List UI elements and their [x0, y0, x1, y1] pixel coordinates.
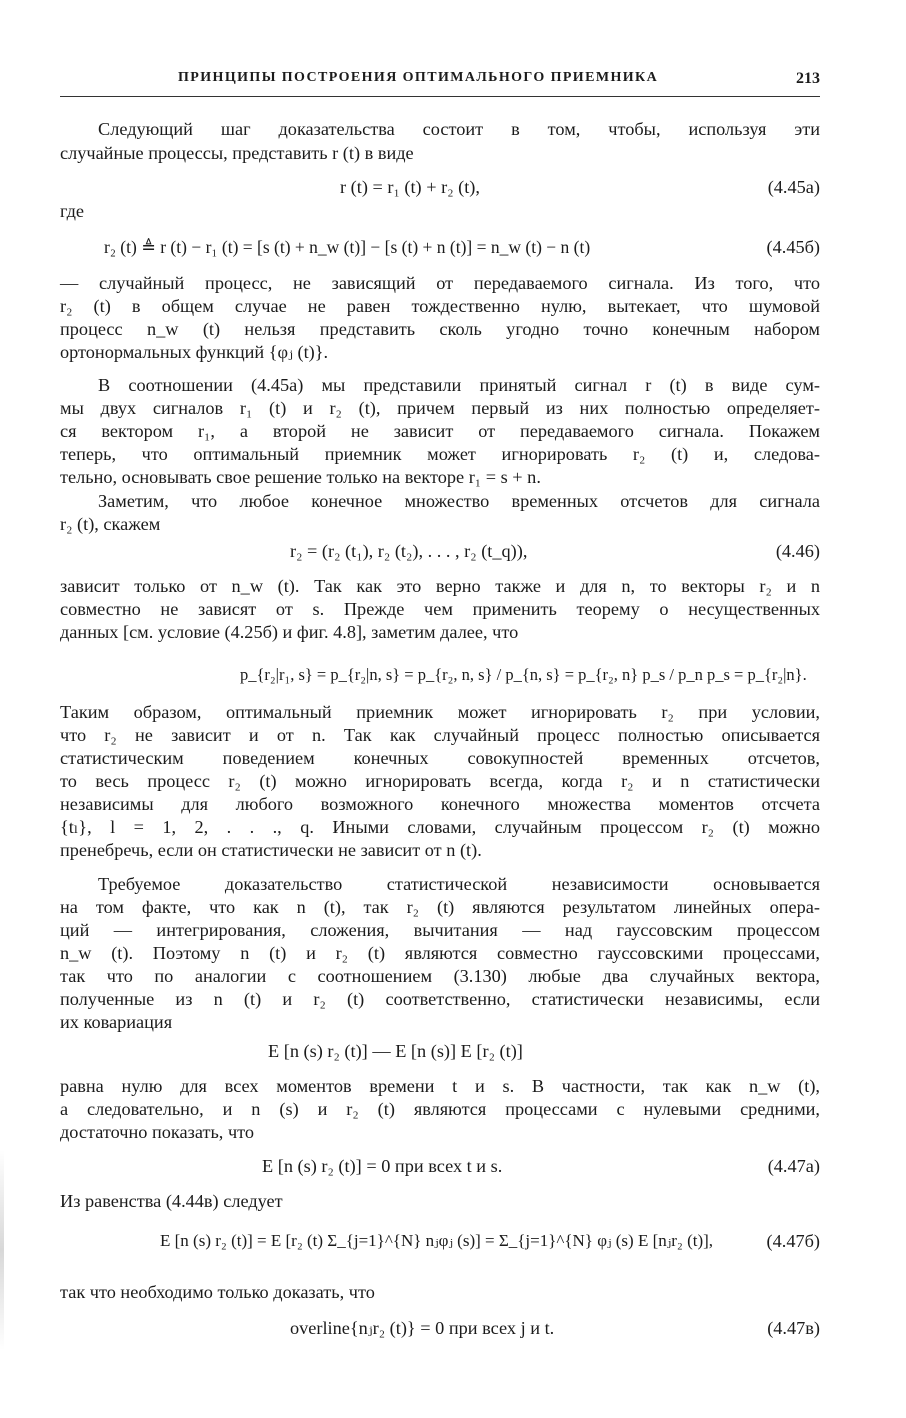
equation-4-47c: overline{nⱼr₂ (t)} = 0 при всех j и t. — [290, 1318, 555, 1338]
text-line: r₂ (t) в общем случае не равен тождественно нулю, вытекает, что шумовой — [60, 296, 820, 316]
text-line: полученные из n (t) и r₂ (t) соответственно, статистически независимы, если — [60, 989, 820, 1009]
text-line: независимы для любого возможного конечного множества моментов отсчета — [60, 794, 820, 814]
text-line: Заметим, что любое конечное множество временных отсчетов для сигнала — [98, 491, 820, 511]
text-line: достаточно показать, что — [60, 1122, 255, 1142]
equation-number: (4.47в) — [767, 1318, 820, 1338]
text-line: Требуемое доказательство статистической независимости основывается — [98, 874, 820, 894]
text-line: их ковариация — [60, 1012, 173, 1032]
text-line: зависит только от n_w (t). Так как это верно также и для n, то векторы r₂ и n — [60, 576, 820, 596]
text-line: тельно, основывать свое решение только на векторе r₁ = s + n. — [60, 467, 541, 487]
equation-probability: p_{r₂|r₁, s} = p_{r₂|n, s} = p_{r₂, n, s} / p_{n, s} = p_{r₂, n} p_s / p_n p_s = p_{r₂|n}. — [240, 665, 807, 684]
equation-covariance: E [n (s) r₂ (t)] — E [n (s)] E [r₂ (t)] — [268, 1041, 523, 1061]
text-line: — случайный процесс, не зависящий от передаваемого сигнала. Из того, что — [60, 273, 820, 293]
equation-4-47a: E [n (s) r₂ (t)] = 0 при всех t и s. — [262, 1156, 503, 1176]
equation-number: (4.47а) — [767, 1156, 820, 1176]
equation-4-45a: r (t) = r₁ (t) + r₂ (t), — [340, 177, 480, 197]
text-line: Таким образом, оптимальный приемник может игнорировать r₂ при условии, — [60, 702, 820, 722]
text-line: пренебречь, если он статистически не зависит от n (t). — [60, 840, 482, 860]
text-line: так что необходимо только доказать, что — [60, 1282, 375, 1302]
header-rule — [60, 96, 820, 97]
text-line: на том факте, что как n (t), так r₂ (t) являются результатом линейных опера- — [60, 897, 820, 917]
scan-edge-shadow — [0, 1150, 4, 1350]
text-line: r₂ (t), скажем — [60, 514, 161, 534]
text-line: ся вектором r₁, а второй не зависит от передаваемого сигнала. Покажем — [60, 421, 820, 441]
equation-number: (4.45б) — [766, 237, 820, 257]
text-line: мы двух сигналов r₁ (t) и r₂ (t), причем первый из них полностью определяет- — [60, 398, 820, 418]
text-line: данных [см. условие (4.25б) и фиг. 4.8], заметим далее, что — [60, 622, 519, 642]
text-line: теперь, что оптимальный приемник может игнорировать r₂ (t) и, следова- — [60, 444, 820, 464]
text-line: так что по аналогии с соотношением (3.130) любые два случайных вектора, — [60, 966, 820, 986]
running-title: ПРИНЦИПЫ ПОСТРОЕНИЯ ОПТИМАЛЬНОГО ПРИЕМНИКА — [178, 70, 659, 85]
text-line: то весь процесс r₂ (t) можно игнорировать всегда, когда r₂ и n статистически — [60, 771, 820, 791]
text-line: ций — интегрирования, сложения, вычитания — над гауссовским процессом — [60, 920, 820, 940]
equation-number: (4.46) — [775, 541, 820, 561]
text-line: В соотношении (4.45а) мы представили принятый сигнал r (t) в виде сум- — [98, 375, 820, 395]
equation-number: (4.45а) — [767, 177, 820, 197]
equation-4-46: r₂ = (r₂ (t₁), r₂ (t₂), . . . , r₂ (t_q)), — [290, 541, 528, 561]
equation-number: (4.47б) — [766, 1231, 820, 1251]
page-number: 213 — [796, 70, 820, 87]
text-line: случайные процессы, представить r (t) в виде — [60, 143, 414, 163]
text-line: ортонормальных функций {φⱼ (t)}. — [60, 342, 329, 362]
equation-4-45b: r₂ (t) ≜ r (t) − r₁ (t) = [s (t) + n_w (t)] − [s (t) + n (t)] = n_w (t) − n (t) — [104, 237, 591, 257]
text-line: а следовательно, и n (s) и r₂ (t) являются процессами с нулевыми средними, — [60, 1099, 820, 1119]
text-line: Из равенства (4.44в) следует — [60, 1191, 283, 1211]
text-line: статистическим поведением конечных совокупностей временных отсчетов, — [60, 748, 820, 768]
text-line: процесс n_w (t) нельзя представить сколь угодно точно конечным набором — [60, 319, 820, 339]
text-line: Следующий шаг доказательства состоит в том, чтобы, используя эти — [98, 119, 820, 139]
text-line: {tₗ}, l = 1, 2, . . ., q. Иными словами, случайным процессом r₂ (t) можно — [60, 817, 820, 837]
text-line: что r₂ не зависит и от n. Так как случайный процесс полностью описывается — [60, 725, 820, 745]
equation-4-47b: E [n (s) r₂ (t)] = E [r₂ (t) Σ_{j=1}^{N} nⱼφⱼ (s)] = Σ_{j=1}^{N} φⱼ (s) E [nⱼr₂ (t)], — [160, 1231, 714, 1250]
text-line: равна нулю для всех моментов времени t и s. В частности, так как n_w (t), — [60, 1076, 820, 1096]
text-line: n_w (t). Поэтому n (t) и r₂ (t) являются совместно гауссовскими процессами, — [60, 943, 820, 963]
text-line: совместно не зависят от s. Прежде чем применить теорему о несущественных — [60, 599, 820, 619]
text-line: где — [60, 201, 85, 221]
